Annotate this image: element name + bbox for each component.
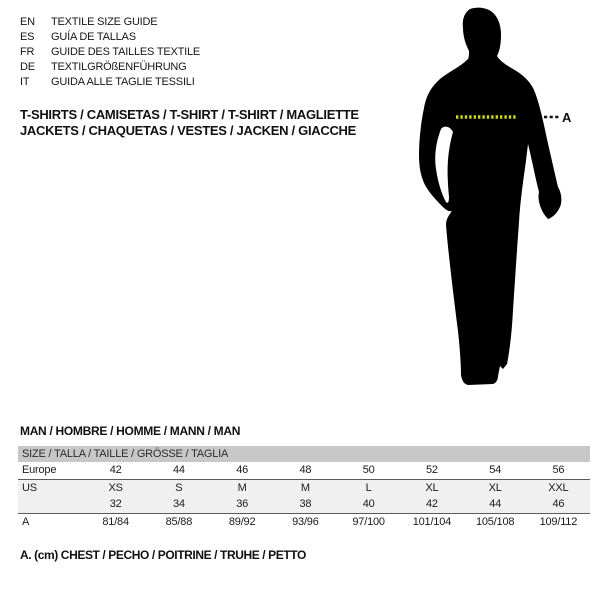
size-cell: 46 xyxy=(552,498,565,511)
row-label xyxy=(18,496,84,513)
language-label: GUÍA DE TALLAS xyxy=(51,30,136,43)
language-code: ES xyxy=(20,30,35,43)
language-row xyxy=(20,14,200,29)
size-cell: XS xyxy=(84,479,147,496)
size-cell: L xyxy=(337,479,400,496)
language-code: EN xyxy=(20,15,35,28)
size-cell: 46 xyxy=(236,464,249,477)
size-cell: XL xyxy=(464,479,527,496)
size-table-header: SIZE / TALLA / TAILLE / GRÖSSE / TAGLIA xyxy=(18,446,590,462)
size-cell: S xyxy=(147,479,210,496)
row-label: A xyxy=(18,513,84,530)
table-row-europe xyxy=(18,462,590,479)
size-cell: XL xyxy=(400,479,463,496)
language-code: FR xyxy=(20,45,35,58)
size-cell: 89/92 xyxy=(211,513,274,530)
size-cell: 52 xyxy=(425,464,438,477)
size-cell: 38 xyxy=(299,498,312,511)
language-label: TEXTILE SIZE GUIDE xyxy=(51,15,158,28)
size-cell: 81/84 xyxy=(84,513,147,530)
row-label: US xyxy=(18,479,84,496)
language-row xyxy=(20,29,200,44)
size-table xyxy=(18,446,590,530)
language-code: IT xyxy=(20,75,30,88)
size-cell: 54 xyxy=(489,464,502,477)
size-cell: 101/104 xyxy=(400,513,463,530)
size-cell: 93/96 xyxy=(274,513,337,530)
section-title-man: MAN / HOMBRE / HOMME / MANN / MAN xyxy=(20,424,241,438)
size-cell: 48 xyxy=(299,464,312,477)
male-silhouette xyxy=(419,8,561,385)
table-row-numeric xyxy=(18,496,590,513)
size-cell: 56 xyxy=(552,464,565,477)
size-cell: 36 xyxy=(236,498,249,511)
size-cell: 109/112 xyxy=(527,513,590,530)
size-cell: M xyxy=(274,479,337,496)
size-cell: 105/108 xyxy=(464,513,527,530)
size-table-header-row xyxy=(18,446,590,462)
size-cell: 44 xyxy=(172,464,185,477)
language-row xyxy=(20,59,200,74)
language-code: DE xyxy=(20,60,35,73)
size-cell: 85/88 xyxy=(147,513,210,530)
size-cell: XXL xyxy=(527,479,590,496)
size-cell: 44 xyxy=(489,498,502,511)
size-cell: 50 xyxy=(362,464,375,477)
size-cell: 32 xyxy=(109,498,122,511)
garment-categories xyxy=(20,107,359,138)
language-label: GUIDE DES TAILLES TEXTILE xyxy=(51,45,201,58)
measurement-footnote: A. (cm) CHEST / PECHO / POITRINE / TRUHE / PETTO xyxy=(20,548,306,562)
size-cell: M xyxy=(211,479,274,496)
size-cell: 42 xyxy=(109,464,122,477)
table-row-chest xyxy=(18,513,590,530)
size-cell: 34 xyxy=(172,498,185,511)
language-label: TEXTILGRÖßENFÜHRUNG xyxy=(51,60,187,73)
category-line-jackets: JACKETS / CHAQUETAS / VESTES / JACKEN / GIACCHE xyxy=(20,122,356,138)
language-label: GUIDA ALLE TAGLIE TESSILI xyxy=(51,75,195,88)
size-cell: 40 xyxy=(362,498,375,511)
language-row xyxy=(20,44,200,59)
row-label: Europe xyxy=(22,464,57,477)
size-cell: 97/100 xyxy=(337,513,400,530)
size-cell: 42 xyxy=(425,498,438,511)
category-line-tshirts: T-SHIRTS / CAMISETAS / T-SHIRT / T-SHIRT / MAGLIETTE xyxy=(20,107,359,122)
male-silhouette-figure xyxy=(390,0,590,400)
language-list xyxy=(20,14,200,89)
table-row-us xyxy=(18,479,590,496)
language-row xyxy=(20,74,200,89)
measure-label-a: A xyxy=(562,110,572,125)
